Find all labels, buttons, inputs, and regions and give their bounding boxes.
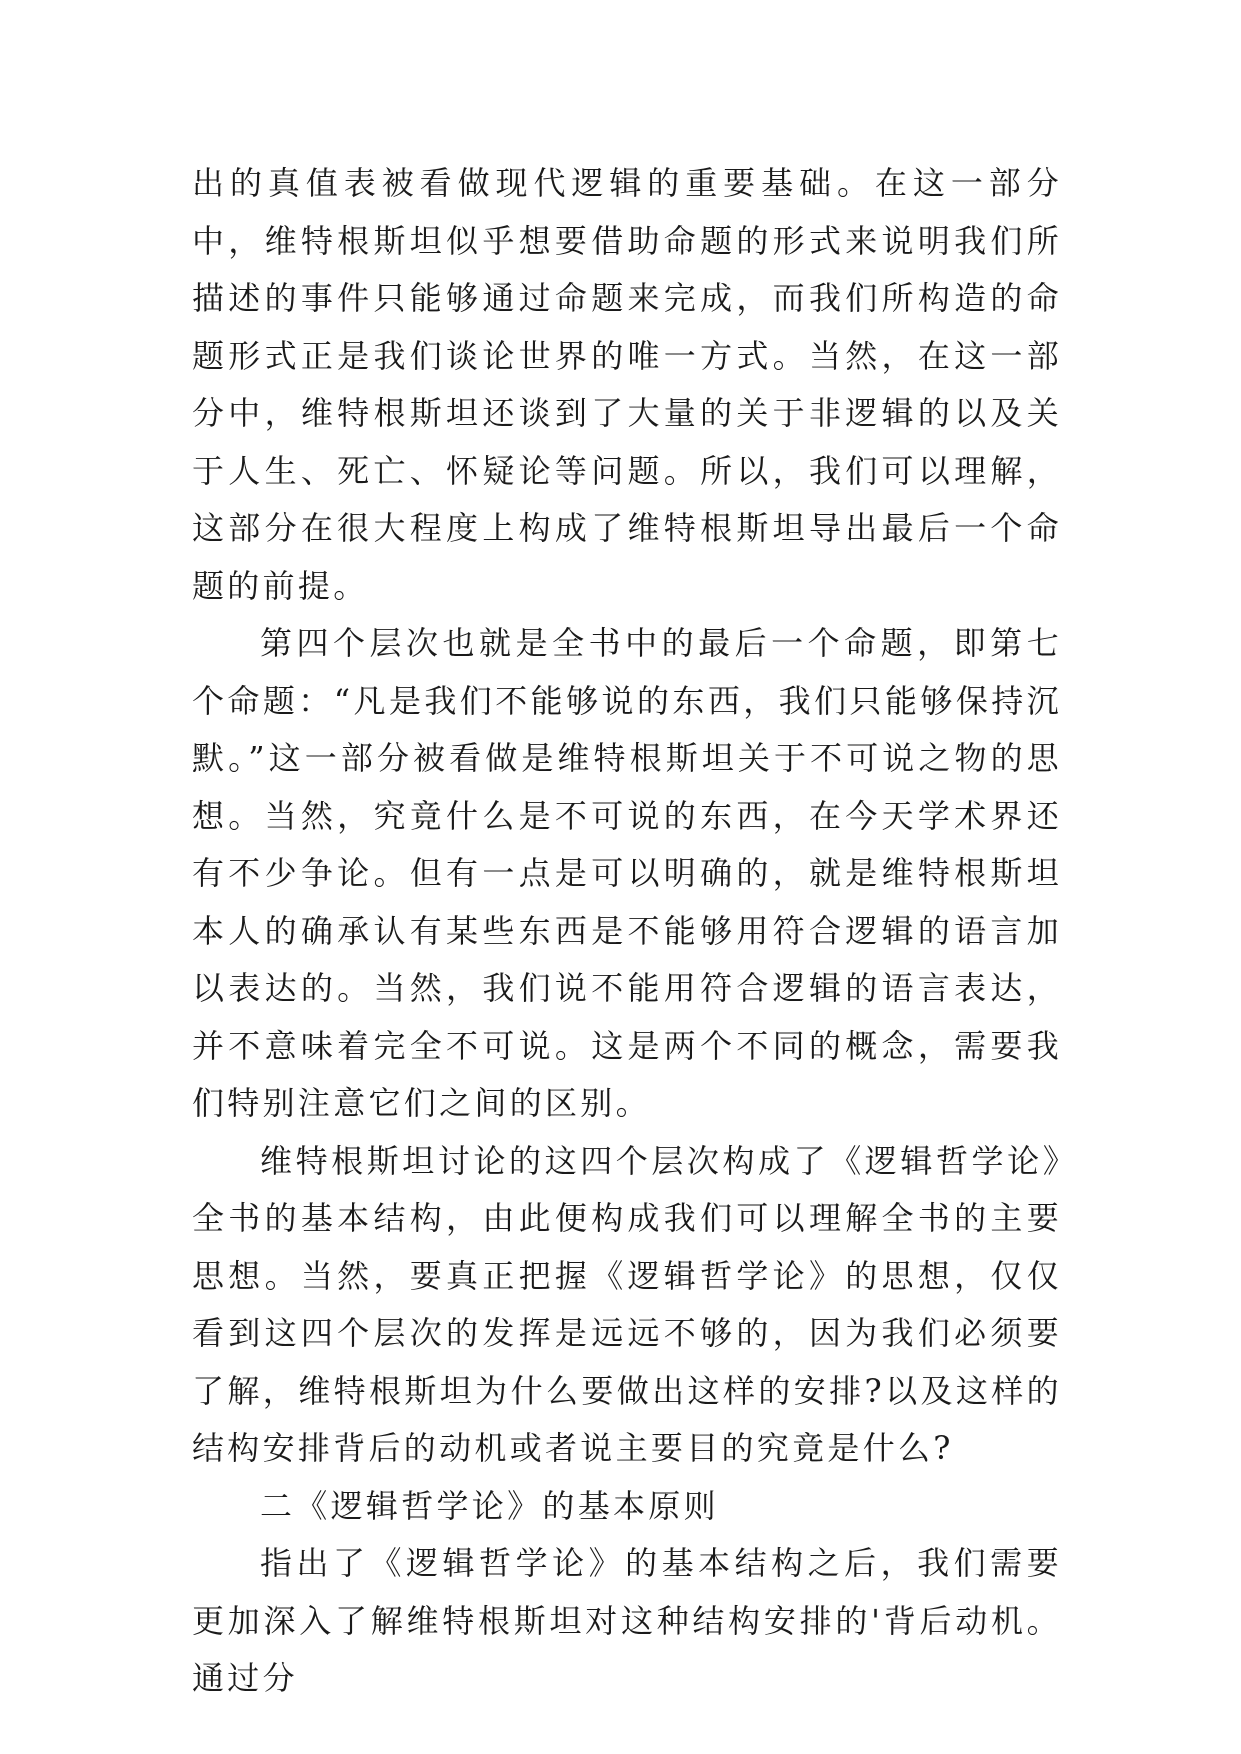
paragraph-2: 第四个层次也就是全书中的最后一个命题，即第七个命题：“凡是我们不能够说的东西，我们只能够保持沉默。”这一部分被看做是维特根斯坦关于不可说之物的思想。当然，究竟什么是不可说的东西，在今天学术界还有不少争论。但有一点是可以明确的，就是维特根斯坦本人的确承认有某些东西是不能够用符合逻辑的语言加以表达的。当然，我们说不能用符合逻辑的语言表达，并不意味着完全不可说。这是两个不同的概念，需要我们特别注意它们之间的区别。 <box>192 624 1062 1122</box>
paragraph-4: 指出了《逻辑哲学论》的基本结构之后，我们需要更加深入了解维特根斯坦对这种结构安排的'背后动机。通过分 <box>192 1544 1062 1697</box>
section-heading: 二《逻辑哲学论》的基本原则 <box>260 1486 719 1525</box>
body-text <box>192 155 1062 1708</box>
paragraph-1: 出的真值表被看做现代逻辑的重要基础。在这一部分中，维特根斯坦似乎想要借助命题的形式来说明我们所描述的事件只能够通过命题来完成，而我们所构造的命题形式正是我们谈论世界的唯一方式。当然，在这一部分中，维特根斯坦还谈到了大量的关于非逻辑的以及关于人生、死亡、怀疑论等问题。所以，我们可以理解，这部分在很大程度上构成了维特根斯坦导出最后一个命题的前提。 <box>192 164 1062 605</box>
paragraph-3: 维特根斯坦讨论的这四个层次构成了《逻辑哲学论》全书的基本结构，由此便构成我们可以理解全书的主要思想。当然，要真正把握《逻辑哲学论》的思想，仅仅看到这四个层次的发挥是远远不够的，因为我们必须要了解，维特根斯坦为什么要做出这样的安排?以及这样的结构安排背后的动机或者说主要目的究竟是什么? <box>192 1141 1062 1467</box>
